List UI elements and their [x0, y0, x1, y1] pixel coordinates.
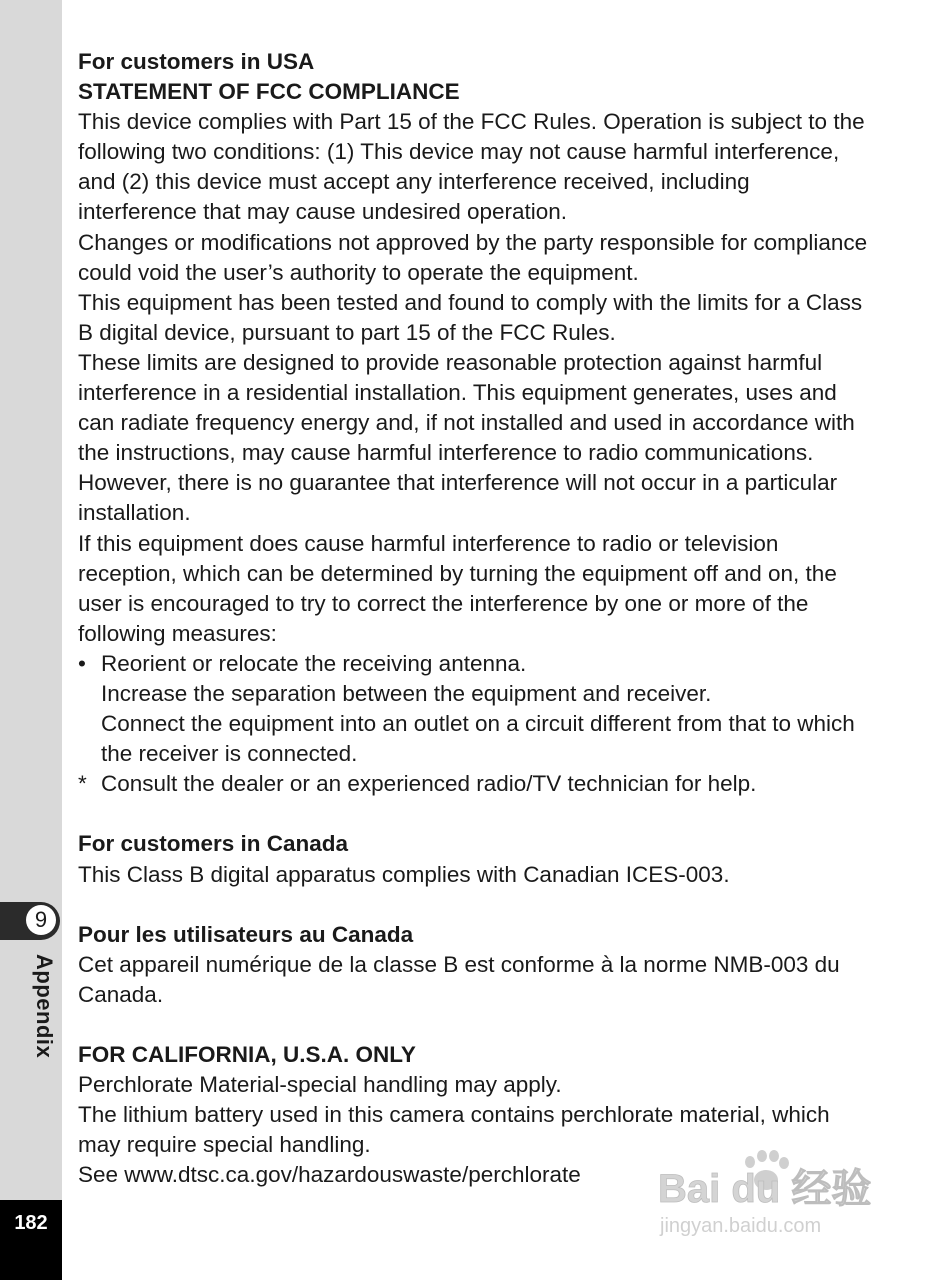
measure-4: Consult the dealer or an experienced radio/TV technician for help. [101, 771, 757, 797]
star-list-item [78, 769, 868, 799]
measure-3: Connect the equipment into an outlet on a circuit different from that to which the receiver is connected. [101, 711, 855, 767]
california-line-1: Perchlorate Material-special handling may apply. [78, 1072, 562, 1098]
measure-1: Reorient or relocate the receiving antenna. [101, 650, 527, 676]
measure-list-item [78, 649, 868, 679]
usa-heading: For customers in USA [78, 49, 315, 74]
canada-fr-heading: Pour les utilisateurs au Canada [78, 921, 414, 947]
watermark-brand: Bai du 经验 [658, 1167, 872, 1211]
california-line-2: The lithium battery used in this camera contains perchlorate material, which may require special handling. [78, 1102, 830, 1158]
fcc-paragraph-5: If this equipment does cause harmful interference to radio or television reception, which can be determined by turning the equipment off and on, the user is encouraged to try to correct the interference by one or more of the following measures: [78, 530, 837, 646]
star-mark: * [78, 771, 87, 797]
canada-heading: For customers in Canada [78, 831, 349, 857]
california-line-3: See www.dtsc.ca.gov/hazardouswaste/perchlorate [78, 1162, 581, 1188]
sidebar [0, 0, 62, 1280]
fcc-heading: STATEMENT OF FCC COMPLIANCE [78, 79, 460, 105]
canada-text: This Class B digital apparatus complies with Canadian ICES-003. [78, 861, 730, 887]
canada-fr-text: Cet appareil numérique de la classe B est conforme à la norme NMB-003 du Canada. [78, 951, 840, 1007]
page-content [78, 47, 868, 1191]
chapter-title: Appendix [32, 954, 57, 1059]
baidu-watermark [658, 1140, 878, 1240]
fcc-paragraph-4: These limits are designed to provide reasonable protection against harmful interference in a residential installation. This equipment generates, uses and can radiate frequency energy and, if not installed and used in accordance with the instructions, may cause harmful interference to radio communications. However, there is no guarantee that interference will not occur in a particular installation. [78, 349, 855, 526]
fcc-paragraph-1: This device complies with Part 15 of the FCC Rules. Operation is subject to the following two conditions: (1) This device may not cause harmful interference, and (2) this device must accept any interference received, including interference that may cause undesired operation. [78, 109, 865, 225]
watermark-url: jingyan.baidu.com [660, 1215, 822, 1237]
page-number: 182 [14, 1212, 48, 1234]
bullet-mark: • [78, 650, 86, 676]
fcc-paragraph-3: This equipment has been tested and found to comply with the limits for a Class B digital device, pursuant to part 15 of the FCC Rules. [78, 289, 863, 345]
california-heading: FOR CALIFORNIA, U.S.A. ONLY [78, 1042, 416, 1068]
fcc-paragraph-2: Changes or modifications not approved by the party responsible for compliance could void the user’s authority to operate the equipment. [78, 229, 868, 285]
chapter-number: 9 [26, 905, 56, 935]
measure-2: Increase the separation between the equipment and receiver. [101, 680, 712, 706]
